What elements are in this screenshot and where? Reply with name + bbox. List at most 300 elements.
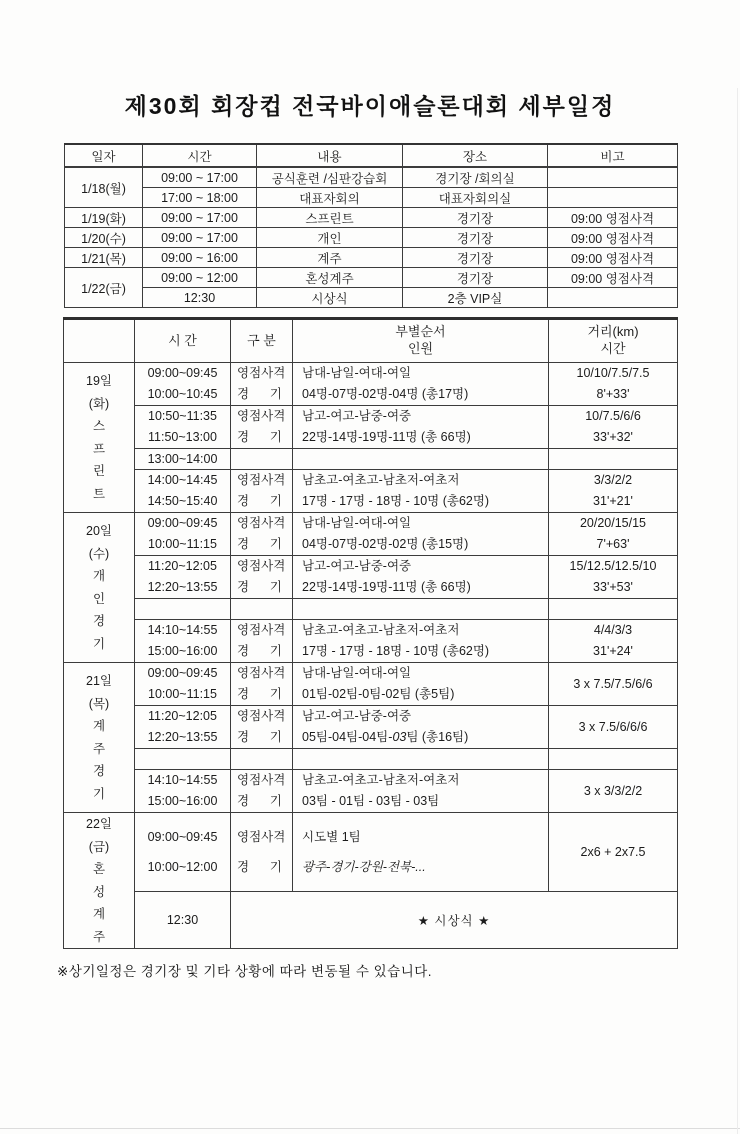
dist-header-cell: [549, 319, 678, 363]
day-label-line: [64, 760, 134, 783]
text-segment: 09:00 ~ 16:00: [161, 250, 238, 265]
text-segment: 광주-경기-강원-전북-...: [302, 860, 426, 874]
category-cell: [231, 770, 293, 813]
place-cell: [403, 208, 548, 228]
category-line: [231, 641, 292, 662]
content-cell: [257, 208, 403, 228]
break-empty-cell: [549, 449, 678, 470]
ceremony-cell: [231, 892, 678, 949]
time-line: [135, 513, 230, 534]
text-segment: 영점사격: [237, 409, 286, 423]
text-segment: 09:00 ~ 17:00: [161, 230, 238, 245]
category-line: [231, 706, 292, 727]
text-segment: 남초고-여초고-남초저-여초저: [302, 623, 460, 637]
category-line: [231, 491, 292, 512]
time-line: [135, 491, 230, 512]
order-header-line2: [293, 341, 548, 358]
schedule-row: [64, 449, 678, 470]
order-line: [293, 641, 548, 662]
distance-cell: [549, 513, 678, 556]
text-segment: 시 간: [168, 332, 197, 348]
break-empty-cell: [549, 599, 678, 620]
text-segment: 남초고-여초고-남초저-여초저: [302, 773, 460, 787]
category-cell: [231, 813, 293, 892]
text-segment: 12:20~13:55: [147, 730, 218, 744]
text-segment: 31'+24': [593, 644, 633, 658]
order-line: [293, 706, 548, 727]
distance-cell: [549, 363, 678, 406]
text-segment: 기: [92, 786, 106, 801]
text-segment: 장소: [462, 149, 488, 164]
day-label-line: [64, 783, 134, 806]
order-cell: [293, 363, 549, 406]
day-label-line: [64, 438, 134, 461]
distance-cell: [549, 556, 678, 599]
text-segment: 03팀 - 01팀 - 03팀 - 03팀: [302, 794, 440, 808]
place-cell: [403, 188, 548, 208]
text-segment: 린: [92, 464, 106, 478]
overview-row: [65, 268, 678, 288]
order-line: [293, 822, 548, 852]
time-line: [135, 470, 230, 491]
corner-cell: [64, 319, 135, 363]
text-segment: 공식훈련 /심판강습회: [271, 171, 388, 186]
text-segment: 20/20/15/15: [579, 516, 647, 530]
text-segment: 04명-07명-02명-04명 (총17명): [302, 387, 469, 401]
schedule-row: [64, 770, 678, 813]
text-segment: 10:00~12:00: [147, 860, 218, 874]
overview-row: [65, 208, 678, 228]
footnote: ※상기일정은 경기장 및 기타 상황에 따라 변동될 수 있습니다.: [57, 964, 433, 979]
text-segment: 14:50~15:40: [147, 494, 218, 508]
schedule-row: [64, 470, 678, 513]
text-segment: 경 기: [237, 537, 282, 551]
schedule-row: [64, 813, 678, 892]
day-label-cell: [64, 663, 135, 813]
text-segment: 09:00 ~ 12:00: [161, 270, 238, 285]
distance-line: [549, 577, 677, 598]
category-header-cell: [231, 319, 293, 363]
text-segment: 09:00~09:45: [147, 516, 218, 530]
time-line: [135, 663, 230, 684]
category-line: [231, 727, 292, 748]
text-segment: 내용: [317, 149, 342, 164]
text-segment: 경 기: [237, 430, 282, 444]
text-segment: 경: [92, 764, 106, 778]
text-segment: 33'+32': [593, 430, 633, 444]
content-cell: [257, 288, 403, 308]
time-cell: [135, 620, 231, 663]
day-label-line: [64, 813, 134, 836]
text-segment: 경기장: [456, 211, 494, 226]
text-segment: ★ 시상식 ★: [417, 914, 491, 928]
time-cell: [135, 663, 231, 706]
place-cell: [403, 268, 548, 288]
time-line: [135, 620, 230, 641]
text-segment: (금): [88, 839, 110, 854]
place-cell: [403, 288, 548, 308]
text-segment: 대표자회의: [299, 191, 360, 206]
day-label-line: [64, 588, 134, 611]
date-cell: [65, 208, 143, 228]
text-segment: 구 분: [247, 332, 276, 348]
text-segment: 계: [92, 719, 106, 733]
order-line: [293, 363, 548, 384]
text-segment: 경 기: [237, 730, 282, 744]
order-line: [293, 556, 548, 577]
category-cell: [231, 556, 293, 599]
text-segment: 영점사격: [237, 473, 286, 487]
overview-header-cell: [143, 144, 257, 167]
day-label-line: [64, 738, 134, 761]
category-line: [231, 406, 292, 427]
overview-row: [65, 228, 678, 248]
schedule-row: [64, 599, 678, 620]
text-segment: 20일: [86, 524, 112, 538]
overview-row: [65, 288, 678, 308]
text-segment: 남대-남일-여대-여일: [302, 516, 412, 530]
text-segment: 09:00 영점사격: [570, 271, 655, 286]
text-segment: 10:00~10:45: [147, 387, 218, 401]
category-line: [231, 822, 292, 852]
text-segment: 경: [92, 614, 106, 628]
day-label-line: [64, 715, 134, 738]
text-segment: 7'+63': [596, 537, 630, 551]
schedule-row: [64, 620, 678, 663]
distance-line: [549, 620, 677, 641]
note-cell: [548, 288, 678, 308]
text-segment: 10:00~11:15: [148, 537, 217, 551]
time-line: [135, 534, 230, 555]
scan-edge-artifact-right: [737, 88, 738, 1134]
order-line: [293, 727, 548, 748]
schedule-row: [64, 892, 678, 949]
text-segment: 계: [92, 907, 106, 921]
text-segment: 09:00 ~ 17:00: [161, 170, 238, 185]
text-segment: 11:50~13:00: [148, 430, 217, 444]
order-line: [293, 791, 548, 812]
text-segment: 남고-여고-남중-여중: [302, 559, 412, 573]
order-cell: [293, 513, 549, 556]
distance-line: [549, 641, 677, 662]
time-line: [135, 727, 230, 748]
text-segment: 1/19(화): [81, 211, 126, 226]
order-line: [293, 406, 548, 427]
day-label-line: [64, 926, 134, 949]
text-segment: 15/12.5/12.5/10: [569, 559, 657, 573]
place-cell: [403, 167, 548, 188]
text-segment: 10:50~11:35: [148, 409, 217, 423]
distance-line: [549, 470, 677, 491]
overview-header-row: [65, 144, 678, 167]
day-label-line: [64, 610, 134, 633]
day-label-line: [64, 881, 134, 904]
text-segment: 01팀-02팀-0팀-02팀 (총5팀): [302, 687, 455, 701]
distance-cell: [549, 406, 678, 449]
order-cell: [293, 406, 549, 449]
text-segment: (수): [88, 546, 110, 561]
day-label-cell: [64, 513, 135, 663]
distance-cell: [549, 813, 678, 892]
text-segment: (목): [88, 696, 110, 711]
overview-header-cell: [257, 144, 403, 167]
text-segment: 경기장 /회의실: [435, 171, 515, 186]
break-time-cell: [135, 599, 231, 620]
text-segment: 09:00 영점사격: [570, 211, 655, 226]
overview-header-cell: [403, 144, 548, 167]
break-time-cell: [135, 449, 231, 470]
order-line: [293, 577, 548, 598]
text-segment: 12:30: [183, 290, 216, 305]
text-segment: 10:00~11:15: [148, 687, 217, 701]
distance-cell: [549, 770, 678, 813]
order-line: [293, 534, 548, 555]
overview-row: [65, 167, 678, 188]
text-segment: 12:20~13:55: [147, 580, 218, 594]
category-line: [231, 427, 292, 448]
text-segment: 경기장: [456, 251, 494, 266]
place-cell: [403, 248, 548, 268]
text-segment: 성: [92, 884, 106, 899]
break-empty-cell: [293, 449, 549, 470]
text-segment: 남초고-여초고-남초저-여초저: [302, 473, 460, 487]
text-segment: 시상식: [311, 291, 348, 306]
text-segment: 14:10~14:55: [147, 623, 218, 637]
content-cell: [257, 268, 403, 288]
schedule-row: [64, 706, 678, 749]
text-segment: 1/20(수): [81, 231, 126, 246]
text-segment: 14:00~14:45: [147, 473, 218, 487]
distance-line: [549, 534, 677, 555]
text-segment: 경 기: [237, 860, 282, 874]
note-cell: [548, 167, 678, 188]
time-cell: [143, 188, 257, 208]
order-cell: [293, 470, 549, 513]
time-line: [135, 406, 230, 427]
time-cell: [143, 167, 257, 188]
day-label-line: [64, 670, 134, 693]
text-segment: 인: [92, 591, 106, 606]
note-cell: [548, 188, 678, 208]
text-segment: 2x6 + 2x7.5: [580, 845, 646, 859]
day-label-line: [64, 393, 134, 416]
order-cell: [293, 813, 549, 892]
day-label-line: [64, 460, 134, 483]
category-line: [231, 513, 292, 534]
content-cell: [257, 228, 403, 248]
overview-header-cell: [548, 144, 678, 167]
text-segment: 경 기: [237, 494, 282, 508]
text-segment: 11:20~12:05: [148, 559, 217, 573]
date-cell: [65, 268, 143, 308]
text-segment: 04명-07명-02명-02명 (총15명): [302, 537, 469, 551]
distance-line: [549, 556, 677, 577]
time-line: [135, 706, 230, 727]
text-segment: 프: [92, 441, 106, 456]
text-segment: 시간: [187, 149, 212, 164]
detail-table: [63, 317, 678, 949]
detail-table-body: [64, 319, 678, 949]
text-segment: 3 x 3/3/2/2: [583, 784, 643, 798]
category-cell: [231, 706, 293, 749]
day-label-line: [64, 633, 134, 656]
distance-line: [549, 363, 677, 384]
time-cell: [135, 813, 231, 892]
day-label-line: [64, 903, 134, 926]
text-segment: 주: [92, 929, 106, 944]
break-empty-cell: [231, 749, 293, 770]
time-line: [135, 791, 230, 812]
time-cell: [143, 248, 257, 268]
text-segment: 주: [92, 741, 106, 756]
text-segment: 09:00 영점사격: [570, 251, 655, 266]
time-line: [135, 641, 230, 662]
text-segment: 영점사격: [237, 559, 286, 573]
date-cell: [65, 248, 143, 268]
category-line: [231, 852, 292, 882]
time-cell: [143, 268, 257, 288]
text-segment: 영점사격: [237, 623, 286, 637]
time-cell: [135, 556, 231, 599]
day-label-cell: [64, 813, 135, 949]
distance-line: [549, 384, 677, 405]
schedule-row: [64, 406, 678, 449]
dist-header-line1: [549, 324, 677, 341]
content-cell: [257, 248, 403, 268]
text-segment: 경기장: [456, 231, 494, 246]
order-line: [293, 491, 548, 512]
text-segment: 22명-14명-19명-11명 (총 66명): [302, 580, 471, 594]
text-segment: 팀 (총16팀): [406, 730, 469, 744]
day-label-line: [64, 370, 134, 393]
category-line: [231, 770, 292, 791]
text-segment: 09:00~09:45: [147, 830, 218, 844]
time-line: [135, 822, 230, 852]
time-line: [135, 556, 230, 577]
text-segment: 비고: [600, 149, 625, 164]
text-segment: 17:00 ~ 18:00: [161, 190, 238, 205]
day-label-line: [64, 543, 134, 566]
time-line: [135, 577, 230, 598]
time-line: [135, 427, 230, 448]
text-segment: 1/18(월): [81, 181, 126, 196]
text-segment: 영점사격: [237, 366, 286, 380]
text-segment: 15:00~16:00: [147, 794, 218, 808]
time-line: [135, 684, 230, 705]
ceremony-time-cell: [135, 892, 231, 949]
order-line: [293, 384, 548, 405]
text-segment: 05팀-04팀-04팀-: [302, 730, 393, 744]
time-cell: [135, 513, 231, 556]
category-cell: [231, 406, 293, 449]
category-line: [231, 620, 292, 641]
text-segment: 경 기: [237, 644, 282, 658]
note-cell: [548, 248, 678, 268]
text-segment: 혼성계주: [305, 271, 354, 286]
text-segment: 10/7.5/6/6: [585, 409, 641, 423]
text-segment: 경 기: [237, 794, 282, 808]
order-line: [293, 663, 548, 684]
text-segment: 영점사격: [237, 709, 286, 723]
text-segment: 1/21(목): [81, 251, 126, 266]
text-segment: 14:10~14:55: [147, 773, 218, 787]
category-cell: [231, 620, 293, 663]
text-segment: 13:00~14:00: [147, 452, 218, 466]
break-time-cell: [135, 749, 231, 770]
category-line: [231, 363, 292, 384]
distance-cell: [549, 663, 678, 706]
text-segment: 22일: [86, 817, 112, 831]
category-line: [231, 470, 292, 491]
category-line: [231, 791, 292, 812]
overview-header-cell: [65, 144, 143, 167]
break-empty-cell: [231, 599, 293, 620]
text-segment: 영점사격: [237, 773, 286, 787]
note-cell: [548, 268, 678, 288]
distance-line: [549, 513, 677, 534]
text-segment: 33'+53': [593, 580, 633, 594]
text-segment: 19일: [86, 374, 112, 388]
day-label-line: [64, 483, 134, 506]
category-cell: [231, 363, 293, 406]
date-cell: [65, 167, 143, 208]
time-cell: [135, 363, 231, 406]
time-line: [135, 384, 230, 405]
break-empty-cell: [549, 749, 678, 770]
text-segment: 31'+21': [593, 494, 633, 508]
order-line: [293, 513, 548, 534]
text-segment: 12:30: [166, 913, 199, 927]
scan-edge-artifact-bottom: [0, 1128, 740, 1129]
order-cell: [293, 620, 549, 663]
text-segment: (화): [88, 396, 110, 411]
time-line: [135, 363, 230, 384]
page-title: 제30회 회장컵 전국바이애슬론대회 세부일정: [124, 93, 616, 119]
distance-line: [549, 427, 677, 448]
text-segment: 스: [92, 419, 106, 433]
content-cell: [257, 188, 403, 208]
text-segment: 22명-14명-19명-11명 (총 66명): [302, 430, 471, 444]
break-empty-cell: [231, 449, 293, 470]
time-line: [135, 770, 230, 791]
schedule-row: [64, 663, 678, 706]
text-segment: 2층 VIP실: [447, 291, 503, 306]
text-segment: 부별순서: [395, 324, 446, 340]
text-segment: 개: [92, 569, 106, 583]
order-line: [293, 427, 548, 448]
order-line: [293, 770, 548, 791]
time-cell: [135, 470, 231, 513]
time-cell: [135, 770, 231, 813]
text-segment: 4/4/3/3: [593, 623, 633, 637]
schedule-row: [64, 363, 678, 406]
category-line: [231, 663, 292, 684]
text-segment: 3 x 7.5/7.5/6/6: [573, 677, 653, 691]
order-header-cell: [293, 319, 549, 363]
text-segment: 인원: [407, 341, 434, 356]
distance-cell: [549, 470, 678, 513]
distance-line: [549, 406, 677, 427]
category-cell: [231, 513, 293, 556]
time-cell: [135, 406, 231, 449]
text-segment: 3/3/2/2: [593, 473, 633, 487]
order-cell: [293, 706, 549, 749]
detail-header-row: [64, 319, 678, 363]
dist-header-line2: [549, 341, 677, 358]
text-segment: 남고-여고-남중-여중: [302, 409, 412, 423]
day-label-line: [64, 858, 134, 881]
text-segment: 시도별 1팀: [302, 830, 361, 844]
